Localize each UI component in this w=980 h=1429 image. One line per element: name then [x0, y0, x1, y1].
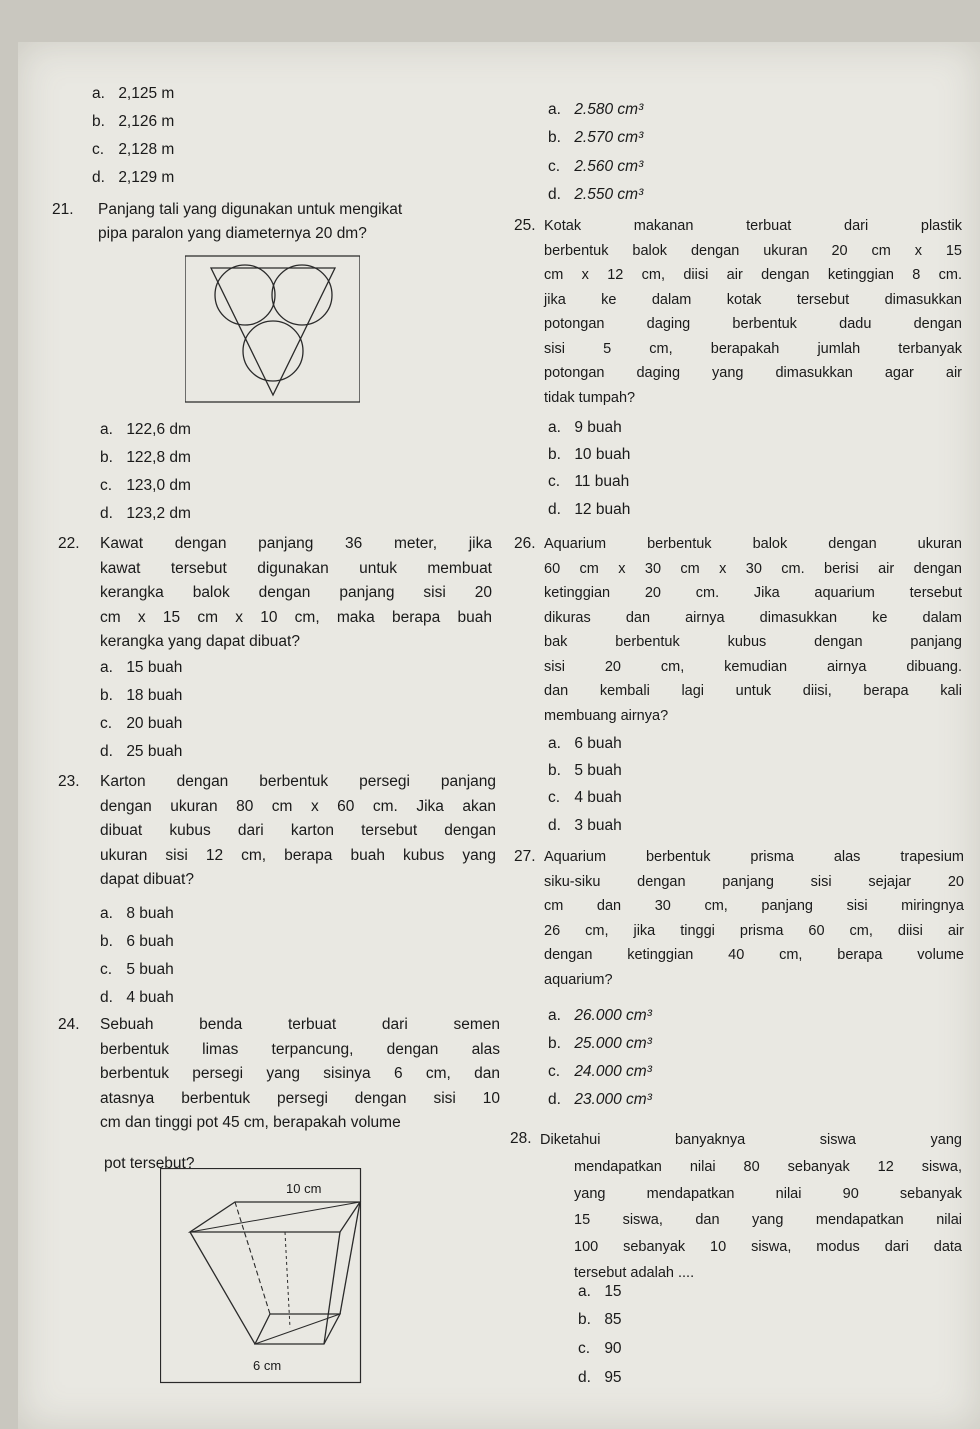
q25-line: Kotak makanan terbuat dari plastik — [544, 218, 962, 234]
q27-line: siku-siku dengan panjang sisi sejajar 20 — [544, 873, 964, 890]
q26-number: 26. — [514, 535, 536, 552]
option-key: d. — [548, 501, 561, 518]
q22-option-a[interactable] — [100, 656, 182, 680]
option-key: a. — [578, 1283, 591, 1300]
q24-option-c[interactable] — [548, 155, 643, 179]
q26-line: sisi 20 cm, kemudian airnya dibuang. — [544, 658, 962, 675]
q26-line: bak berbentuk kubus dengan panjang — [544, 634, 962, 650]
option-text: 20 buah — [126, 715, 183, 732]
q26-line: dikuras dan airnya dimasukkan ke dalam — [544, 609, 962, 626]
q23-line: Karton dengan berbentuk persegi panjang — [100, 773, 496, 790]
option-text: 2,126 m — [118, 113, 175, 130]
option-key: b. — [100, 449, 113, 466]
q21-number: 21. — [52, 201, 74, 218]
option-key: a. — [548, 101, 561, 118]
q21-option-b[interactable] — [100, 446, 191, 470]
q21-option-d[interactable] — [100, 502, 191, 526]
q25-line: sisi 5 cm, berapakah jumlah terbanyak — [544, 340, 962, 357]
q27-option-c[interactable] — [548, 1060, 652, 1084]
option-text: 4 buah — [126, 989, 174, 1006]
q24-frustum-figure — [160, 1168, 362, 1384]
q28-option-a[interactable] — [578, 1280, 622, 1304]
q28-line: mendapatkan nilai 80 sebanyak 12 siswa, — [574, 1159, 962, 1175]
q23-text — [100, 770, 496, 893]
q20-option-c[interactable] — [92, 138, 174, 162]
q22-line: kawat tersebut digunakan untuk membuat — [100, 559, 492, 577]
q22-line: kerangka yang dapat dibuat? — [100, 633, 300, 650]
option-text: 123,0 dm — [126, 477, 191, 494]
q25-text — [544, 214, 962, 410]
option-key: b. — [100, 687, 113, 704]
option-key: d. — [100, 505, 113, 522]
option-key: d. — [92, 169, 105, 186]
option-key: c. — [100, 715, 113, 732]
q27-line: dengan ketinggian 40 cm, berapa volume — [544, 947, 964, 963]
q22-number: 22. — [58, 535, 80, 552]
option-key: c. — [548, 789, 561, 806]
q24-text — [100, 1013, 500, 1136]
option-text: 12 buah — [574, 501, 631, 518]
q28-option-d[interactable] — [578, 1366, 622, 1390]
option-text: 6 buah — [574, 735, 622, 752]
q22-option-b[interactable] — [100, 684, 182, 708]
q28-line: tersebut adalah .... — [574, 1265, 695, 1281]
option-key: b. — [92, 113, 105, 130]
option-text: 15 buah — [126, 659, 183, 676]
q28-line: Diketahui banyaknya siswa yang — [540, 1132, 962, 1148]
option-text: 11 buah — [574, 473, 630, 490]
q24-option-d[interactable] — [548, 183, 643, 207]
q25-line: potongan daging yang dimasukkan agar air — [544, 365, 962, 381]
q27-number: 27. — [514, 848, 536, 865]
option-text: 8 buah — [126, 905, 174, 922]
q24-option-a[interactable] — [548, 98, 643, 122]
q24-line: Sebuah benda terbuat dari semen — [100, 1016, 500, 1033]
option-text: 10 buah — [574, 446, 631, 463]
q23-line: dapat dibuat? — [100, 871, 194, 888]
option-text: 90 — [604, 1340, 622, 1357]
option-key: b. — [548, 762, 561, 779]
option-text: 85 — [604, 1311, 622, 1328]
option-key: c. — [548, 473, 561, 490]
option-text: 9 buah — [574, 419, 622, 436]
q25-line: potongan daging berbentuk dadu dengan — [544, 316, 962, 332]
option-key: d. — [100, 989, 113, 1006]
q25-line: cm x 12 cm, diisi air dengan ketinggian 8 cm. — [544, 267, 962, 283]
q26-line: ketinggian 20 cm. Jika aquarium tersebut — [544, 585, 962, 601]
q20-option-b[interactable] — [92, 110, 174, 134]
option-key: c. — [92, 141, 105, 158]
q27-line: Aquarium berbentuk prisma alas trapesium — [544, 849, 964, 865]
q25-option-a[interactable] — [548, 416, 622, 440]
q27-text — [544, 845, 964, 992]
option-key: b. — [548, 129, 561, 146]
option-text: 123,2 dm — [126, 505, 191, 522]
q27-line: cm dan 30 cm, panjang sisi miringnya — [544, 898, 964, 914]
option-key: c. — [548, 1063, 561, 1080]
option-text: 5 buah — [574, 762, 622, 779]
q23-option-d[interactable] — [100, 986, 174, 1010]
option-key: a. — [100, 905, 113, 922]
q25-option-d[interactable] — [548, 498, 630, 522]
option-key: a. — [92, 85, 105, 102]
q23-line: dibuat kubus dari karton tersebut dengan — [100, 822, 496, 839]
option-text: 122,6 dm — [126, 421, 191, 438]
option-text: 15 — [604, 1283, 622, 1300]
q25-option-b[interactable] — [548, 443, 630, 467]
q21-line-1: Panjang tali yang digunakan untuk mengikat — [98, 201, 403, 218]
q27-line: aquarium? — [544, 971, 613, 988]
q23-line: dengan ukuran 80 cm x 60 cm. Jika akan — [100, 797, 496, 815]
q26-line: membuang airnya? — [544, 707, 669, 724]
option-text: 25.000 cm³ — [574, 1035, 652, 1052]
option-text: 2.560 cm³ — [574, 158, 644, 175]
option-text: 2.550 cm³ — [574, 186, 644, 203]
q25-line: jika ke dalam kotak tersebut dimasukkan — [544, 291, 962, 308]
q21-option-c[interactable] — [100, 474, 191, 498]
option-text: 2,128 m — [118, 141, 175, 158]
option-key: d. — [578, 1369, 591, 1386]
option-key: b. — [100, 933, 113, 950]
q24-option-b[interactable] — [548, 126, 643, 150]
q25-line: tidak tumpah? — [544, 389, 636, 406]
option-key: d. — [548, 186, 561, 203]
q24-line: atasnya berbentuk persegi dengan sisi 10 — [100, 1089, 500, 1107]
option-key: a. — [548, 1007, 561, 1024]
q23-number: 23. — [58, 773, 80, 790]
q28-text-body — [574, 1154, 962, 1287]
q22-line: Kawat dengan panjang 36 meter, jika — [100, 535, 492, 552]
q24-top-label: 10 cm — [286, 1181, 322, 1196]
option-key: a. — [548, 735, 561, 752]
option-key: d. — [548, 817, 561, 834]
q24-line: berbentuk limas terpancung, dengan alas — [100, 1040, 500, 1058]
q22-option-d[interactable] — [100, 740, 182, 764]
option-text: 23.000 cm³ — [574, 1091, 652, 1108]
q25-option-c[interactable] — [548, 470, 629, 494]
q26-line: Aquarium berbentuk balok dengan ukuran — [544, 536, 962, 552]
option-text: 25 buah — [126, 743, 183, 760]
q21-pipes-figure — [185, 255, 360, 405]
option-text: 18 buah — [126, 687, 183, 704]
q20-option-a[interactable] — [92, 82, 174, 106]
option-text: 122,8 dm — [126, 449, 191, 466]
q23-option-c[interactable] — [100, 958, 174, 982]
option-text: 5 buah — [126, 961, 174, 978]
q28-text — [540, 1127, 962, 1154]
option-key: b. — [548, 1035, 561, 1052]
q21-line-2: pipa paralon yang diameternya 20 dm? — [98, 225, 367, 242]
q23-option-b[interactable] — [100, 930, 174, 954]
q28-line: 100 sebanyak 10 siswa, modus dari data — [574, 1238, 962, 1255]
q28-option-b[interactable] — [578, 1308, 622, 1332]
option-text: 6 buah — [126, 933, 174, 950]
option-key: c. — [548, 158, 561, 175]
q24-line-last: pot tersebut? — [104, 1155, 195, 1172]
q20-option-d[interactable] — [92, 166, 174, 190]
q24-number: 24. — [58, 1016, 80, 1033]
q28-line: 15 siswa, dan yang mendapatkan nilai — [574, 1212, 962, 1228]
q21-option-a[interactable] — [100, 418, 191, 442]
option-text: 3 buah — [574, 817, 622, 834]
option-text: 2,129 m — [118, 169, 175, 186]
option-key: d. — [100, 743, 113, 760]
q22-line: cm x 15 cm x 10 cm, maka berapa buah — [100, 608, 492, 626]
option-key: a. — [548, 419, 561, 436]
q28-line: yang mendapatkan nilai 90 sebanyak — [574, 1185, 962, 1202]
option-text: 2.580 cm³ — [574, 101, 644, 118]
q28-number: 28. — [510, 1130, 532, 1147]
q26-option-a[interactable] — [548, 732, 622, 756]
option-text: 2,125 m — [118, 85, 175, 102]
option-text: 2.570 cm³ — [574, 129, 644, 146]
option-text: 4 buah — [574, 789, 622, 806]
q26-line: dan kembali lagi untuk diisi, berapa kali — [544, 683, 962, 699]
option-key: a. — [100, 421, 113, 438]
option-key: c. — [100, 961, 113, 978]
q26-option-d[interactable] — [548, 814, 622, 838]
q22-text — [100, 532, 492, 655]
q27-option-d[interactable] — [548, 1088, 652, 1112]
option-key: d. — [548, 1091, 561, 1108]
q24-line: berbentuk persegi yang sisinya 6 cm, dan — [100, 1065, 500, 1082]
q22-line: kerangka balok dengan panjang sisi 20 — [100, 584, 492, 601]
option-key: c. — [100, 477, 113, 494]
q27-option-a[interactable] — [548, 1004, 652, 1028]
q28-option-c[interactable] — [578, 1337, 622, 1361]
q26-line: 60 cm x 30 cm x 30 cm. berisi air dengan — [544, 560, 962, 577]
q22-option-c[interactable] — [100, 712, 182, 736]
option-text: 95 — [604, 1369, 622, 1386]
option-key: c. — [578, 1340, 591, 1357]
option-key: a. — [100, 659, 113, 676]
q25-line: berbentuk balok dengan ukuran 20 cm x 15 — [544, 242, 962, 259]
q26-option-b[interactable] — [548, 759, 622, 783]
q23-option-a[interactable] — [100, 902, 174, 926]
q26-text — [544, 532, 962, 728]
q27-option-b[interactable] — [548, 1032, 652, 1056]
option-key: b. — [548, 446, 561, 463]
option-key: b. — [578, 1311, 591, 1328]
option-text: 24.000 cm³ — [574, 1063, 652, 1080]
option-text: 26.000 cm³ — [574, 1007, 652, 1024]
q23-line: ukuran sisi 12 cm, berapa buah kubus yang — [100, 846, 496, 864]
q24-bottom-label: 6 cm — [253, 1358, 282, 1373]
q25-number: 25. — [514, 217, 536, 234]
q26-option-c[interactable] — [548, 786, 622, 810]
q27-line: 26 cm, jika tinggi prisma 60 cm, diisi air — [544, 922, 964, 939]
q24-line: cm dan tinggi pot 45 cm, berapakah volume — [100, 1114, 401, 1131]
